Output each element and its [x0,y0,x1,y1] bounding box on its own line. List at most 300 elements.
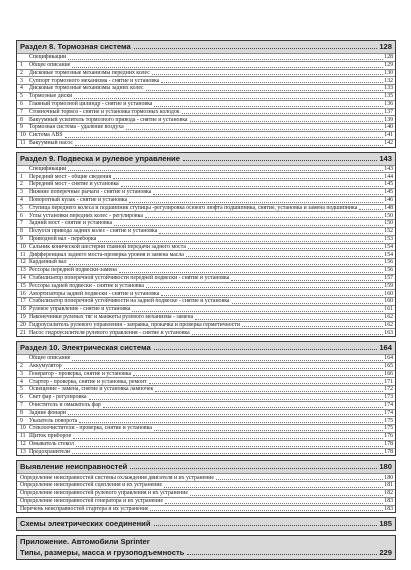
entry-text [17,394,87,401]
entry-label: Определение неисправностей генератора и их устранение [20,498,164,505]
entry-number: 3 [20,77,23,84]
section-title: Раздел 10. Электрическая система [20,343,151,353]
dot-leader [64,368,384,369]
toc-entry[interactable] [17,250,395,258]
entry-page-number: 160 [384,298,393,305]
entry-label: Амортизаторы задней подвески - снятие и установка [29,290,160,297]
entry-text [17,475,214,482]
entry-label: Задние фонари [29,409,66,416]
dot-leader [79,422,383,423]
entry-number: 12 [20,259,26,266]
toc-entry[interactable] [17,313,395,321]
entry-label: Тормозные диски [29,93,73,100]
entry-page-number: 161 [384,306,393,313]
entry-number: 6 [20,100,23,107]
entry-page-number: 129 [384,62,393,68]
entry-number: 9 [20,417,23,424]
entry-page-number: 132 [384,77,393,84]
entry-label: Передний мост - общие сведения [29,173,112,180]
toc-entry[interactable] [17,131,395,139]
dot-leader [114,225,383,226]
dot-leader [159,233,383,234]
toc-entry[interactable] [17,473,395,481]
section-page-number: 185 [379,519,392,529]
entry-text [17,425,152,432]
entry-number: 9 [20,124,23,131]
dot-leader [72,360,383,361]
toc-entry[interactable] [17,393,395,401]
entry-text [17,197,127,204]
toc-entry[interactable] [17,92,395,100]
toc-section [16,460,396,513]
toc-entry[interactable] [17,258,395,266]
entry-label: Наконечники рулевых тяг и манжеты рулевого механизма - замена [29,313,194,320]
entry-number: 16 [20,290,26,297]
entry-text [17,78,159,85]
entry-text [17,70,150,77]
dot-leader [75,145,383,146]
dot-leader [154,525,378,526]
entry-number: 4 [20,378,23,385]
entry-label: Ступица переднего колеса и подшипник ступицы -регулировка осевого люфта подшипника, снятие, установка и замена подшипника [29,204,358,211]
entry-page-number: 173 [384,394,393,401]
entry-page-number: 180 [384,474,393,481]
toc-entry[interactable] [17,165,395,173]
entry-page-number: 140 [384,124,393,131]
entry-number: 11 [20,251,26,258]
toc-entry[interactable] [17,481,395,489]
dot-leader [113,178,383,179]
entry-text [17,355,70,362]
dot-leader [155,391,383,392]
entry-page-number: 156 [384,267,393,274]
entry-text [17,213,143,220]
entry-label: Свет фар - регулировка [29,394,87,401]
toc-entry[interactable] [17,76,395,84]
entry-label: Передний мост - снятие и установка [29,181,119,188]
entry-page-number: 166 [384,370,393,377]
section-page-number: 180 [379,462,392,472]
entry-number: 11 [20,139,26,146]
entry-number: 19 [20,313,26,320]
entry-number: 10 [20,243,26,250]
entry-label: Генератор - проверка, снятие и установка [29,370,132,377]
entry-label: Стабилизатор поперечной устойчивости передней подвески - снятие и установка [29,274,230,281]
toc-entry[interactable] [17,385,395,393]
entry-number: 15 [20,282,26,289]
toc-entry[interactable] [17,432,395,440]
entry-page-number: 160 [384,290,393,297]
toc-entry[interactable] [17,297,395,305]
dot-leader [190,121,384,122]
dot-leader [68,414,383,415]
entry-label: Щиток приборов [29,433,72,440]
toc-entry[interactable] [17,362,395,370]
entry-page-number: 139 [384,116,393,123]
section-heading[interactable] [17,153,395,165]
toc-entry[interactable] [17,196,395,204]
section-heading[interactable] [17,342,395,354]
entry-text [17,228,157,235]
toc-entry[interactable] [17,204,395,212]
dot-leader [69,264,384,265]
dot-leader [183,160,377,161]
toc-entry[interactable] [17,211,395,219]
toc-entry[interactable] [17,115,395,123]
entry-page-number: 154 [384,243,393,250]
section-heading[interactable] [17,536,395,548]
toc-entry[interactable] [17,227,395,235]
entry-text [17,189,151,196]
entry-number: 4 [20,85,23,92]
entry-label: Омыватель стекол [29,441,74,448]
dot-leader [68,170,383,171]
entry-text [17,117,188,124]
entry-page-number: 141 [384,132,393,139]
entry-text [17,259,67,266]
dot-leader [133,375,383,376]
entry-page-number: 153 [384,235,393,242]
entry-text [17,410,66,417]
toc-entry[interactable] [17,172,395,180]
entry-label: Спецификации [29,54,67,61]
section-subtitle: Типы, размеры, масса и грузоподъемность [20,548,185,558]
entry-label: Спецификации [29,165,67,172]
section-page-number: 128 [379,42,392,51]
entry-page-number: 133 [384,85,393,92]
entry-label: Вакуумный насос [29,139,73,146]
section-title: Схемы электрических соединений [20,519,151,529]
entry-text [17,306,130,313]
toc-entry[interactable] [17,53,395,61]
toc-entry[interactable] [17,409,395,417]
dot-leader [231,280,383,281]
entry-text [17,371,131,378]
toc-entry[interactable] [17,69,395,77]
entry-label: Определение неисправностей рулевого управления и их устранение [20,490,188,497]
entry-page-number: 137 [384,108,393,115]
entry-label: Главный тормозной цилиндр - снятие и установка [29,100,153,107]
entry-label: Определение неисправностей сцепления и их устранение [20,482,163,489]
toc-entry[interactable] [17,328,395,336]
toc-entry[interactable] [17,489,395,497]
entry-label: Углы установки передних колес - регулировка [29,212,143,219]
dot-leader [74,98,383,99]
entry-text [17,314,193,321]
entry-page-number: 181 [384,482,393,489]
entry-label: Приводной вал - переборка [29,235,97,242]
toc-section [16,535,396,560]
section-title: Раздел 9. Подвеска и рулевое управление [20,153,180,163]
entry-text [17,174,111,181]
entry-text [17,101,152,108]
entry-page-number: 178 [384,448,393,455]
entry-page-number: 148 [384,204,393,211]
dot-leader [232,303,384,304]
entry-label: Насос гидроусилителя рулевого управления - снятие и установка [29,329,190,336]
entry-number: 13 [20,448,26,455]
toc-entry[interactable] [17,139,395,147]
dot-leader [126,129,384,130]
toc-entry[interactable] [17,108,395,116]
entry-number: 2 [20,363,23,370]
section-heading[interactable] [17,518,395,530]
entry-text [17,506,148,513]
entry-text [17,482,162,489]
section-title: Раздел 8. Тормозная система [20,42,131,51]
dot-leader [154,106,383,107]
entry-page-number: 176 [384,433,393,440]
entry-number: 10 [20,132,26,139]
toc-entry[interactable] [17,282,395,290]
entry-label: Тормозная система - удаление воздуха [29,124,124,131]
dot-leader [103,407,383,408]
toc-entry[interactable] [17,424,395,432]
dot-leader [242,326,383,327]
dot-leader [216,479,383,480]
entry-page-number: 143 [384,165,393,172]
dot-leader [129,202,383,203]
entry-number: 1 [20,173,23,180]
dot-leader [154,430,383,431]
entry-page-number: 150 [384,212,393,219]
entry-label: Стояночный тормоз - снятие и установка тормозных колодок [29,108,180,115]
entry-page-number: 157 [384,274,393,281]
dot-leader [190,495,383,496]
entry-number: 1 [20,62,23,68]
entry-label: Дисковые тормозные механизмы задних колес [29,85,144,92]
entry-text [17,181,119,188]
entry-page-number: 175 [384,417,393,424]
toc-entry[interactable] [17,235,395,243]
entry-text [17,386,153,393]
entry-label: Стабилизатор поперечной устойчивости на задней подвеске - снятие и установка [29,298,230,305]
entry-number: 10 [20,425,26,432]
dot-leader [98,241,383,242]
dot-leader [359,209,383,210]
entry-number: 5 [20,204,23,211]
entry-number: 8 [20,116,23,123]
entry-text [17,330,190,337]
toc-section [16,517,396,531]
entry-page-number: 162 [384,321,393,328]
entry-label: Система ABS [29,132,63,139]
entry-label: Указатель поворота [29,417,78,424]
entry-number: 3 [20,189,23,196]
entry-text [17,283,144,290]
entry-label: Стеклоочистители - проверка, снятие и установка [29,425,152,432]
entry-text [17,291,159,298]
toc-entry[interactable] [17,274,395,282]
entry-text [17,236,96,243]
dot-leader [192,334,384,335]
section-title: Выявление неисправностей [20,462,128,472]
dot-leader [182,113,384,114]
toc-entry[interactable] [17,188,395,196]
entry-label: Дифференциал заднего моста-проверка уровня и замена масла [29,251,184,258]
entry-page-number: 164 [384,355,393,362]
toc-section [16,40,396,148]
entry-page-number: 163 [384,329,393,336]
entry-text [17,490,188,497]
entry-label: Дисковые тормозные механизмы передних колес [29,69,150,76]
entry-number: 13 [20,267,26,274]
entry-text [17,275,229,282]
dot-leader [89,399,384,400]
entry-text [17,379,147,386]
section-entries [17,473,395,512]
entry-number: 21 [20,329,26,336]
dot-leader [154,349,378,350]
toc-entry[interactable] [17,219,395,227]
entry-text [17,93,72,100]
section-entries [17,165,395,337]
entry-label: Поворотный кулак - снятие и установка [29,196,128,203]
dot-leader [161,82,383,83]
section-heading[interactable] [17,461,395,473]
dot-leader [164,487,383,488]
entry-page-number: 172 [384,386,393,393]
toc-entry[interactable] [17,497,395,505]
entry-text [17,498,163,505]
toc-entry[interactable] [17,243,395,251]
toc-section [16,341,396,456]
entry-label: Карданный вал [29,259,67,266]
dot-leader [161,295,383,296]
toc-entry[interactable] [17,448,395,456]
entry-page-number: 159 [384,282,393,289]
entry-page-number: 142 [384,139,393,146]
entry-label: Очиститель и омыватель фар [29,402,101,409]
entry-page-number: 150 [384,220,393,227]
toc-entry[interactable] [17,100,395,108]
toc-entry[interactable] [17,289,395,297]
entry-number: 7 [20,108,23,115]
entry-text [17,418,77,425]
toc-entry[interactable] [17,123,395,131]
toc-entry[interactable] [17,305,395,313]
dot-leader [186,256,383,257]
entry-number: 12 [20,441,26,448]
entry-page-number: 136 [384,100,393,107]
entry-text [17,252,184,259]
entry-number: 5 [20,386,23,393]
toc-entry[interactable] [17,401,395,409]
entry-number: 17 [20,298,26,305]
entry-label: Определение неисправностей системы охлаждения двигателя и их устранение [20,474,214,481]
table-of-contents [16,40,396,564]
entry-text [17,205,357,212]
entry-label: Рессоры задней подвески - снятие и установка [29,282,144,289]
entry-label: Рулевое управление - снятие и установка [29,306,131,313]
entry-page-number: 162 [384,313,393,320]
entry-text [17,132,63,139]
entry-text [17,109,180,116]
toc-entry[interactable] [17,180,395,188]
dot-leader [188,248,383,249]
dot-leader [68,59,383,60]
entry-label: Сальник конической шестерни главной передачи заднего моста [29,243,186,250]
entry-page-number: 130 [384,69,393,76]
entry-page-number: 145 [384,181,393,188]
dot-leader [165,503,383,504]
toc-section [16,152,396,338]
entry-page-number: 182 [384,490,393,497]
entry-text [17,402,101,409]
entry-number: 6 [20,394,23,401]
section-subheading[interactable] [17,548,395,559]
dot-leader [65,137,384,138]
entry-text [17,140,73,147]
entry-text [17,124,124,131]
entry-text [17,54,66,61]
entry-page-number: 183 [384,505,393,512]
entry-number: 6 [20,212,23,219]
entry-page-number: 135 [384,93,393,100]
entry-label: Задний мост - снятие и установка [29,220,113,227]
entry-label: Нижние поперечные рычаги - снятие и установка [29,189,152,196]
entry-label: Суппорт тормозного механизма - снятие и установка [29,77,160,84]
toc-entry[interactable] [17,377,395,385]
entry-number: 2 [20,69,23,76]
toc-entry[interactable] [17,416,395,424]
toc-entry[interactable] [17,61,395,69]
entry-text [17,166,66,173]
toc-entry[interactable] [17,505,395,513]
toc-entry[interactable] [17,354,395,362]
entry-page-number: 174 [384,409,393,416]
entry-page-number: 165 [384,363,393,370]
entry-page-number: 145 [384,189,393,196]
entry-page-number: 128 [384,54,393,61]
entry-text [17,298,230,305]
entry-number: 18 [20,306,26,313]
entry-label: Общее описание [29,355,71,362]
toc-entry[interactable] [17,370,395,378]
entry-page-number: 183 [384,498,393,505]
section-entries [17,53,395,147]
entry-number: 7 [20,220,23,227]
entry-text [17,322,240,329]
toc-entry[interactable] [17,440,395,448]
entry-text [17,62,70,69]
entry-text [17,267,117,274]
entry-page-number: 178 [384,441,393,448]
entry-page-number: 144 [384,173,393,180]
dot-leader [149,383,384,384]
entry-page-number: 146 [384,196,393,203]
entry-number: 5 [20,93,23,100]
dot-leader [132,311,383,312]
section-page-number: 164 [379,343,392,353]
dot-leader [130,468,377,469]
toc-entry[interactable] [17,266,395,274]
dot-leader [146,90,384,91]
toc-entry[interactable] [17,84,395,92]
entry-page-number: 156 [384,259,393,266]
dot-leader [134,48,378,49]
entry-page-number: 175 [384,425,393,432]
toc-entry[interactable] [17,321,395,329]
dot-leader [72,453,383,454]
entry-page-number: 154 [384,251,393,258]
entry-label: Стартер - проверка, снятие и установка, ремонт [29,378,147,385]
entry-label: Аккумулятор [29,363,62,370]
entry-number: 14 [20,274,26,281]
section-entries [17,354,395,455]
dot-leader [153,194,383,195]
section-heading[interactable] [17,41,395,53]
